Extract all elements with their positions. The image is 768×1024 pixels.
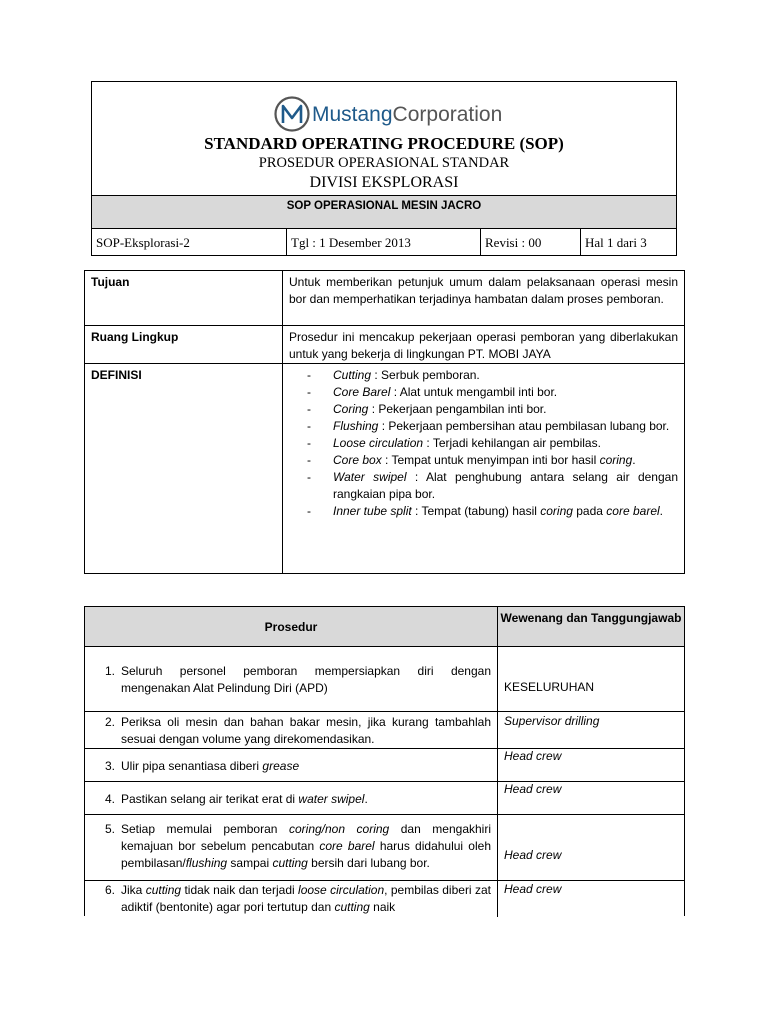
step-number: 2. [104, 715, 115, 729]
definition-item: - Core box : Tempat untuk menyimpan inti bor hasil coring. [289, 452, 678, 469]
step-role: Head crew [504, 882, 562, 896]
procedure-step [85, 782, 498, 814]
tujuan-text: Untuk memberikan petunjuk umum dalam pelaksanaan operasi mesin bor dan memperhatikan terjadinya hambatan dalam proses pemboran. [289, 275, 678, 306]
step-text: Pastikan selang air terikat erat di water swipel. [121, 792, 368, 806]
col-header-authority: Wewenang dan Tanggungjawab [500, 611, 682, 625]
step-text: Periksa oli mesin dan bahan bakar mesin, jika kurang tambahlah sesuai dengan volume yang direkomendasikan. [121, 715, 491, 746]
definition-item: - Flushing : Pekerjaan pembersihan atau pembilasan lubang bor. [289, 418, 678, 435]
procedure-step [85, 712, 498, 748]
logo-wordmark [312, 103, 502, 127]
procedure-table-header [85, 607, 684, 647]
step-text: Setiap memulai pemboran coring/non coring dan mengakhiri kemajuan bor sebelum pencabutan core barel harus didahului oleh pembilasan/flushing sampai cutting bersih dari lubang bor. [121, 822, 491, 870]
step-role: Supervisor drilling [504, 714, 600, 728]
header-title-area [92, 82, 676, 195]
step-number: 6. [104, 883, 115, 897]
step-number: 3. [104, 759, 115, 773]
ruang-lingkup-text: Prosedur ini mencakup pekerjaan operasi pemboran yang diberlakukan untuk yang bekerja di lingkungan PT. MOBI JAYA [289, 330, 678, 361]
procedure-step [85, 749, 498, 781]
table-row [85, 815, 684, 881]
sop-subtitle: PROSEDUR OPERASIONAL STANDAR [258, 155, 510, 171]
step-number: 4. [104, 792, 115, 806]
step-role: Head crew [504, 848, 562, 862]
definition-item: - Core Barel : Alat untuk mengambil inti bor. [289, 384, 678, 401]
table-row [85, 647, 684, 712]
header-meta-row [92, 229, 676, 256]
step-role: Head crew [504, 749, 562, 763]
logo-suffix: Corporation [392, 103, 503, 126]
table-row [85, 749, 684, 782]
procedure-table [84, 606, 685, 916]
sop-header [91, 81, 677, 256]
definisi-label: DEFINISI [85, 364, 283, 573]
step-text: Ulir pipa senantiasa diberi grease [121, 759, 300, 773]
row-ruang-lingkup [85, 326, 684, 364]
info-table [84, 270, 685, 574]
table-row [85, 782, 684, 815]
step-role: KESELURUHAN [504, 680, 595, 694]
doc-date: Tgl : 1 Desember 2013 [286, 229, 480, 256]
company-logo [274, 96, 514, 132]
doc-code: SOP-Eksplorasi-2 [96, 235, 190, 250]
tujuan-label: Tujuan [85, 271, 283, 325]
sop-title: STANDARD OPERATING PROCEDURE (SOP) [204, 134, 564, 153]
table-row [85, 881, 684, 917]
ruang-lingkup-label: Ruang Lingkup [85, 326, 283, 363]
sop-division: DIVISI EKSPLORASI [309, 174, 459, 191]
definition-item: - Water swipel : Alat penghubung antara selang air dengan rangkaian pipa bor. [289, 469, 678, 503]
mustang-logo-icon [274, 96, 310, 132]
step-text: Seluruh personel pemboran mempersiapkan diri dengan mengenakan Alat Pelindung Diri (APD) [121, 664, 491, 695]
step-text: Jika cutting tidak naik dan terjadi loose circulation, pembilas diberi zat adiktif (bentonite) agar pori tertutup dan cutting naik [121, 883, 491, 914]
sop-name-band: SOP OPERASIONAL MESIN JACRO [92, 195, 676, 229]
logo-brand: Mustang [312, 103, 393, 126]
row-tujuan [85, 271, 684, 326]
step-role: Head crew [504, 782, 562, 796]
definition-item: - Coring : Pekerjaan pengambilan inti bor. [289, 401, 678, 418]
procedure-step [85, 647, 498, 711]
doc-page: Hal 1 dari 3 [580, 229, 676, 256]
col-header-procedure: Prosedur [85, 607, 498, 646]
doc-revision: Revisi : 00 [480, 229, 580, 256]
step-number: 1. [104, 664, 115, 678]
definition-item: - Loose circulation : Terjadi kehilangan air pembilas. [289, 435, 678, 452]
procedure-step [85, 881, 498, 917]
row-definisi [85, 364, 684, 573]
definition-list [289, 367, 678, 520]
definition-item: - Inner tube split : Tempat (tabung) hasil coring pada core barel. [289, 503, 678, 520]
step-number: 5. [104, 822, 115, 836]
definition-item: - Cutting : Serbuk pemboran. [289, 367, 678, 384]
definisi-list-area [283, 364, 684, 573]
table-row [85, 712, 684, 749]
procedure-step [85, 815, 498, 880]
